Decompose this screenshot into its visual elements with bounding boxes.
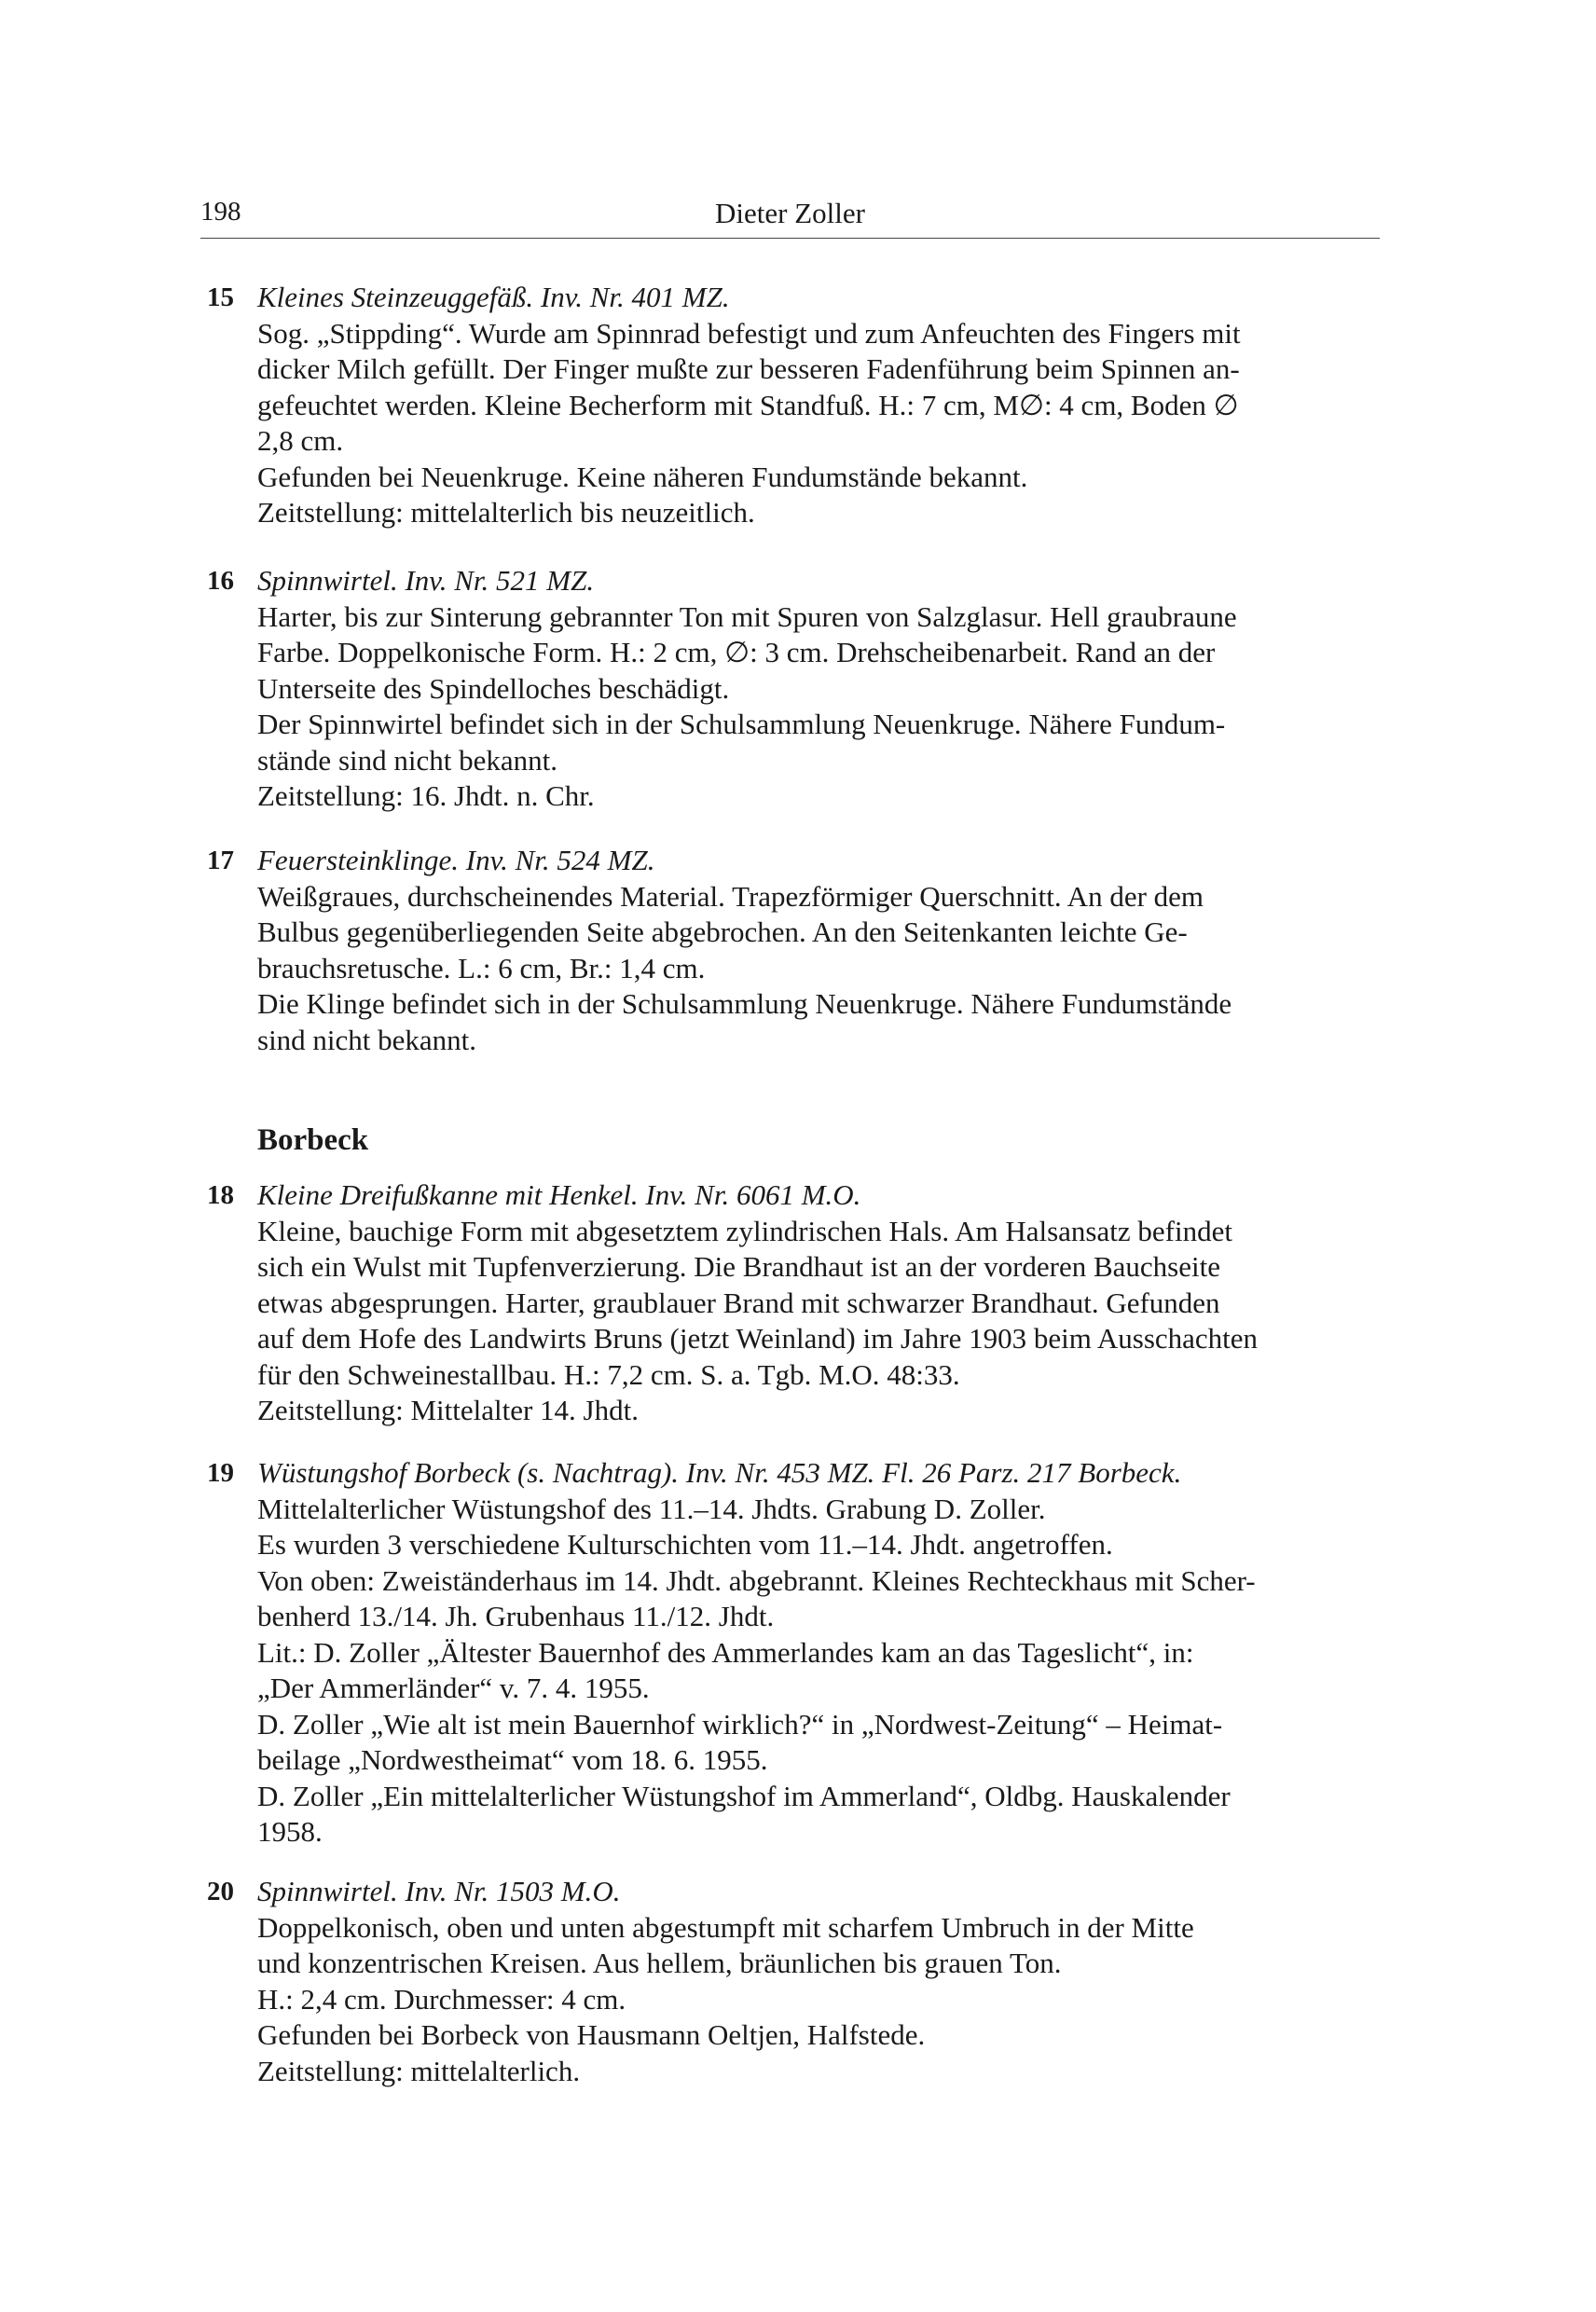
entry-line: Zeitstellung: 16. Jhdt. n. Chr. [257, 779, 595, 812]
entry-line: sich ein Wulst mit Tupfenverzierung. Die Brandhaut ist an der vorderen Bauchseite [257, 1250, 1220, 1283]
entry-title: Spinnwirtel. Inv. Nr. 521 MZ. [257, 564, 595, 597]
entry-title: Spinnwirtel. Inv. Nr. 1503 M.O. [257, 1875, 621, 1907]
catalog-entry-18 [200, 1177, 1380, 1429]
entry-number: 20 [207, 1877, 234, 1906]
entry-body [257, 1455, 1380, 1851]
entry-line: Gefunden bei Borbeck von Hausmann Oeltjen, Halfstede. [257, 2018, 926, 2051]
entry-line: Doppelkonisch, oben und unten abgestumpft mit scharfem Umbruch in der Mitte [257, 1910, 1194, 1944]
entry-line: auf dem Hofe des Landwirts Bruns (jetzt Weinland) im Jahre 1903 beim Ausschachten [257, 1322, 1259, 1355]
entry-line: Zeitstellung: mittelalterlich bis neuzeitlich. [257, 496, 755, 529]
entry-number: 19 [207, 1458, 234, 1488]
entry-line: Unterseite des Spindelloches beschädigt. [257, 671, 730, 705]
entry-line: D. Zoller „Wie alt ist mein Bauernhof wirklich?“ in „Nordwest-Zeitung“ – Heimat- [257, 1707, 1223, 1741]
entry-body [257, 843, 1380, 1058]
entry-line: Es wurden 3 verschiedene Kulturschichten vom 11.–14. Jhdt. angetroffen. [257, 1528, 1113, 1561]
entry-line: Lit.: D. Zoller „Ältester Bauernhof des Ammerlandes kam an das Tageslicht“, in: [257, 1635, 1194, 1669]
entry-line: Bulbus gegenüberliegenden Seite abgebrochen. An den Seitenkanten leichte Ge- [257, 915, 1188, 948]
entry-line: Die Klinge befindet sich in der Schulsammlung Neuenkruge. Nähere Fundumstände [257, 987, 1232, 1020]
entry-title: Kleines Steinzeuggefäß. Inv. Nr. 401 MZ. [257, 281, 730, 313]
entry-body [257, 563, 1380, 815]
entry-line: Von oben: Zweiständerhaus im 14. Jhdt. abgebrannt. Kleines Rechteckhaus mit Scher- [257, 1563, 1256, 1597]
entry-line: Sog. „Stippding“. Wurde am Spinnrad befestigt und zum Anfeuchten des Fingers mit [257, 316, 1241, 350]
entry-line: beilage „Nordwestheimat“ vom 18. 6. 1955. [257, 1743, 768, 1776]
entry-line: sind nicht bekannt. [257, 1023, 477, 1056]
catalog-entry-20 [200, 1874, 1380, 2089]
entry-number: 18 [207, 1180, 234, 1210]
entry-title: Wüstungshof Borbeck (s. Nachtrag). Inv. Nr. 453 MZ. Fl. 26 Parz. 217 Borbeck. [257, 1456, 1182, 1489]
catalog-entry-19 [200, 1455, 1380, 1851]
entry-line: dicker Milch gefüllt. Der Finger mußte zur besseren Fadenführung beim Spinnen an- [257, 352, 1240, 385]
entry-line: brauchsretusche. L.: 6 cm, Br.: 1,4 cm. [257, 951, 706, 984]
running-title-author: Dieter Zoller [715, 197, 865, 229]
entry-title: Feuersteinklinge. Inv. Nr. 524 MZ. [257, 844, 655, 876]
entry-line: Harter, bis zur Sinterung gebrannter Ton mit Spuren von Salzglasur. Hell graubraune [257, 599, 1237, 633]
entry-body [257, 280, 1380, 531]
entry-line: stände sind nicht bekannt. [257, 743, 557, 777]
entry-line: Kleine, bauchige Form mit abgesetztem zylindrischen Hals. Am Halsansatz befindet [257, 1214, 1232, 1247]
entry-title: Kleine Dreifußkanne mit Henkel. Inv. Nr. 6061 M.O. [257, 1178, 861, 1211]
entry-line: 2,8 cm. [257, 424, 344, 457]
entry-line: Farbe. Doppelkonische Form. H.: 2 cm, ∅: 3 cm. Drehscheibenarbeit. Rand an der [257, 636, 1216, 668]
entry-body [257, 1874, 1380, 2089]
entry-number: 17 [207, 846, 234, 875]
entry-body [257, 1177, 1380, 1429]
entry-line: für den Schweinestallbau. H.: 7,2 cm. S. a. Tgb. M.O. 48:33. [257, 1357, 960, 1391]
catalog-entry-15 [200, 280, 1380, 531]
entry-line: „Der Ammerländer“ v. 7. 4. 1955. [257, 1672, 650, 1704]
catalog-entry-16 [200, 563, 1380, 815]
entry-line: H.: 2,4 cm. Durchmesser: 4 cm. [257, 1982, 626, 2016]
entry-number: 16 [207, 566, 234, 596]
entry-line: und konzentrischen Kreisen. Aus hellem, bräunlichen bis grauen Ton. [257, 1947, 1062, 1979]
page-number: 198 [200, 197, 241, 227]
entry-line: Zeitstellung: Mittelalter 14. Jhdt. [257, 1394, 639, 1426]
entry-line: 1958. [257, 1815, 323, 1848]
entry-line: etwas abgesprungen. Harter, graublauer Brand mit schwarzer Brandhaut. Gefunden [257, 1286, 1220, 1319]
entry-line: Weißgraues, durchscheinendes Material. Trapezförmiger Querschnitt. An der dem [257, 879, 1204, 913]
entry-line: benherd 13./14. Jh. Grubenhaus 11./12. Jhdt. [257, 1600, 775, 1632]
entry-number: 15 [207, 282, 234, 312]
section-heading: Borbeck [257, 1123, 369, 1157]
entry-line: gefeuchtet werden. Kleine Becherform mit Standfuß. H.: 7 cm, M∅: 4 cm, Boden ∅ [257, 388, 1239, 421]
entry-line: D. Zoller „Ein mittelalterlicher Wüstungshof im Ammerland“, Oldbg. Hauskalender [257, 1779, 1231, 1812]
entry-line: Der Spinnwirtel befindet sich in der Schulsammlung Neuenkruge. Nähere Fundum- [257, 708, 1226, 740]
entry-line: Gefunden bei Neuenkruge. Keine näheren Fundumstände bekannt. [257, 460, 1028, 493]
running-head [200, 191, 1380, 239]
entry-line: Mittelalterlicher Wüstungshof des 11.–14. Jhdts. Grabung D. Zoller. [257, 1492, 1046, 1525]
catalog-entry-17 [200, 843, 1380, 1058]
entry-line: Zeitstellung: mittelalterlich. [257, 2054, 581, 2087]
